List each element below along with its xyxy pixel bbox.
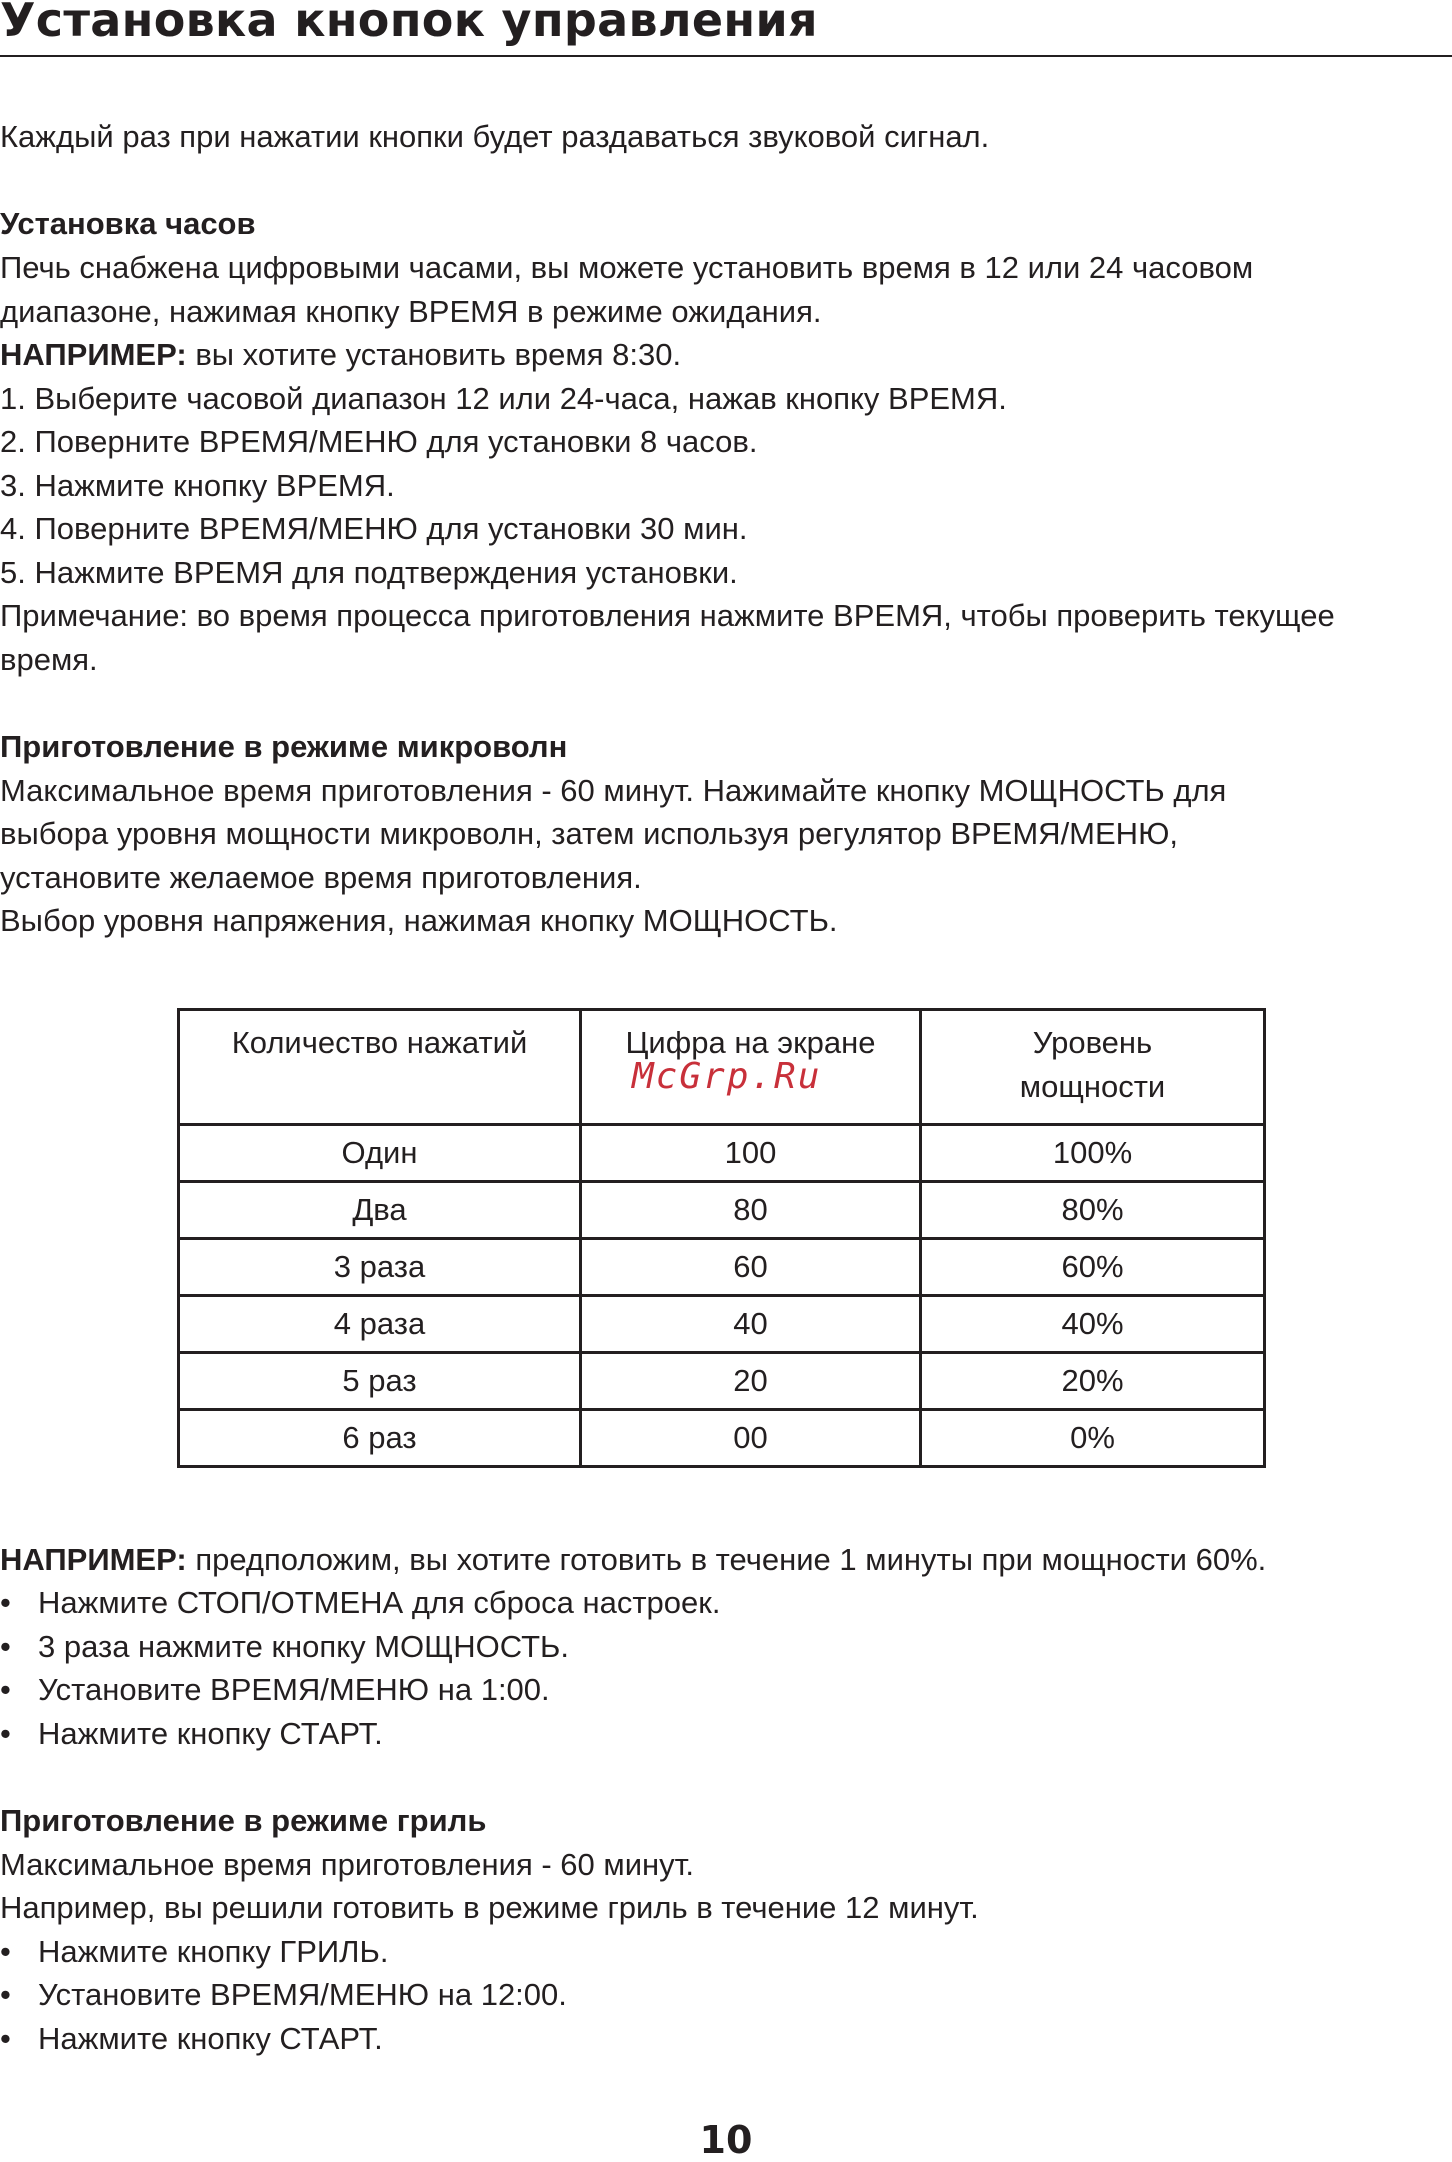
cell-display: 20 [581, 1353, 921, 1410]
header-power [921, 1010, 1265, 1125]
header-power-line1: Уровень [1032, 1025, 1153, 1060]
cell-power: 80% [921, 1182, 1265, 1239]
table-row [179, 1239, 1265, 1296]
clock-step: 3. Нажмите кнопку ВРЕМЯ. [0, 468, 395, 503]
clock-heading: Установка часов [0, 206, 256, 241]
grill-paragraph: Максимальное время приготовления - 60 минут. [0, 1847, 695, 1882]
grill-paragraph: Например, вы решили готовить в режиме гриль в течение 12 минут. [0, 1890, 979, 1925]
cell-presses: 6 раз [179, 1410, 581, 1467]
micro-paragraph: Максимальное время приготовления - 60 минут. Нажимайте кнопку МОЩНОСТЬ для [0, 773, 1227, 808]
cell-display: 80 [581, 1182, 921, 1239]
clock-paragraph: Печь снабжена цифровыми часами, вы можете установить время в 12 или 24 часовом [0, 250, 1254, 285]
cell-display: 60 [581, 1239, 921, 1296]
cell-presses: Два [179, 1182, 581, 1239]
micro-paragraph: выбора уровня мощности микроволн, затем используя регулятор ВРЕМЯ/МЕНЮ, [0, 816, 1178, 851]
list-item-text: Нажмите кнопку СТАРТ. [38, 2021, 383, 2056]
cell-display: 00 [581, 1410, 921, 1467]
cell-display: 40 [581, 1296, 921, 1353]
micro-heading: Приготовление в режиме микроволн [0, 729, 568, 764]
cell-power: 0% [921, 1410, 1265, 1467]
list-item [0, 1975, 567, 2015]
cell-presses: 5 раз [179, 1353, 581, 1410]
example-label: НАПРИМЕР: [0, 337, 187, 372]
list-item [0, 1932, 388, 1972]
cell-power: 20% [921, 1353, 1265, 1410]
bullet-icon: • [0, 1934, 11, 1969]
bullet-icon: • [0, 1977, 11, 2012]
example-text: предположим, вы хотите готовить в течение 1 минуты при мощности 60%. [186, 1542, 1267, 1577]
list-item-text: Нажмите кнопку ГРИЛЬ. [38, 1934, 389, 1969]
list-item-text: 3 раза нажмите кнопку МОЩНОСТЬ. [38, 1629, 569, 1664]
cell-power: 60% [921, 1239, 1265, 1296]
clock-example [0, 335, 681, 375]
table-row [179, 1125, 1265, 1182]
clock-step: 4. Поверните ВРЕМЯ/МЕНЮ для установки 30 мин. [0, 511, 748, 546]
page-title: Установка кнопок управления [0, 0, 818, 47]
cell-power: 100% [921, 1125, 1265, 1182]
clock-paragraph: диапазоне, нажимая кнопку ВРЕМЯ в режиме ожидания. [0, 294, 822, 329]
example-label: НАПРИМЕР: [0, 1542, 187, 1577]
bullet-icon: • [0, 1629, 11, 1664]
header-power-line2: мощности [1019, 1069, 1166, 1104]
watermark: McGrp.Ru [632, 1056, 822, 1097]
list-item [0, 1627, 569, 1667]
list-item-text: Установите ВРЕМЯ/МЕНЮ на 1:00. [38, 1672, 550, 1707]
list-item [0, 1583, 720, 1623]
bullet-icon: • [0, 1716, 11, 1751]
page-number: 10 [699, 2118, 753, 2162]
table-row [179, 1182, 1265, 1239]
clock-note: Примечание: во время процесса приготовления нажмите ВРЕМЯ, чтобы проверить текущее [0, 598, 1335, 633]
header-display: Цифра на экране [581, 1010, 921, 1125]
title-divider [0, 55, 1452, 57]
cell-display: 100 [581, 1125, 921, 1182]
grill-heading: Приготовление в режиме гриль [0, 1803, 487, 1838]
table-row [179, 1353, 1265, 1410]
header-presses: Количество нажатий [179, 1010, 581, 1125]
list-item-text: Нажмите кнопку СТАРТ. [38, 1716, 383, 1751]
example-text: вы хотите установить время 8:30. [186, 337, 682, 372]
clock-note: время. [0, 642, 98, 677]
micro-paragraph: Выбор уровня напряжения, нажимая кнопку МОЩНОСТЬ. [0, 903, 838, 938]
clock-step: 1. Выберите часовой диапазон 12 или 24-часа, нажав кнопку ВРЕМЯ. [0, 381, 1007, 416]
list-item-text: Установите ВРЕМЯ/МЕНЮ на 12:00. [38, 1977, 567, 2012]
clock-step: 2. Поверните ВРЕМЯ/МЕНЮ для установки 8 часов. [0, 424, 758, 459]
cell-presses: Один [179, 1125, 581, 1182]
list-item [0, 2019, 383, 2059]
list-item [0, 1670, 550, 1710]
table-row [179, 1296, 1265, 1353]
cell-presses: 3 раза [179, 1239, 581, 1296]
table-row [179, 1410, 1265, 1467]
list-item-text: Нажмите СТОП/ОТМЕНА для сброса настроек. [38, 1585, 721, 1620]
intro-text: Каждый раз при нажатии кнопки будет раздаваться звуковой сигнал. [0, 119, 990, 154]
micro-example [0, 1540, 1266, 1580]
bullet-icon: • [0, 2021, 11, 2056]
micro-paragraph: установите желаемое время приготовления. [0, 860, 642, 895]
bullet-icon: • [0, 1585, 11, 1620]
clock-step: 5. Нажмите ВРЕМЯ для подтверждения установки. [0, 555, 738, 590]
list-item [0, 1714, 383, 1754]
cell-power: 40% [921, 1296, 1265, 1353]
cell-presses: 4 раза [179, 1296, 581, 1353]
bullet-icon: • [0, 1672, 11, 1707]
